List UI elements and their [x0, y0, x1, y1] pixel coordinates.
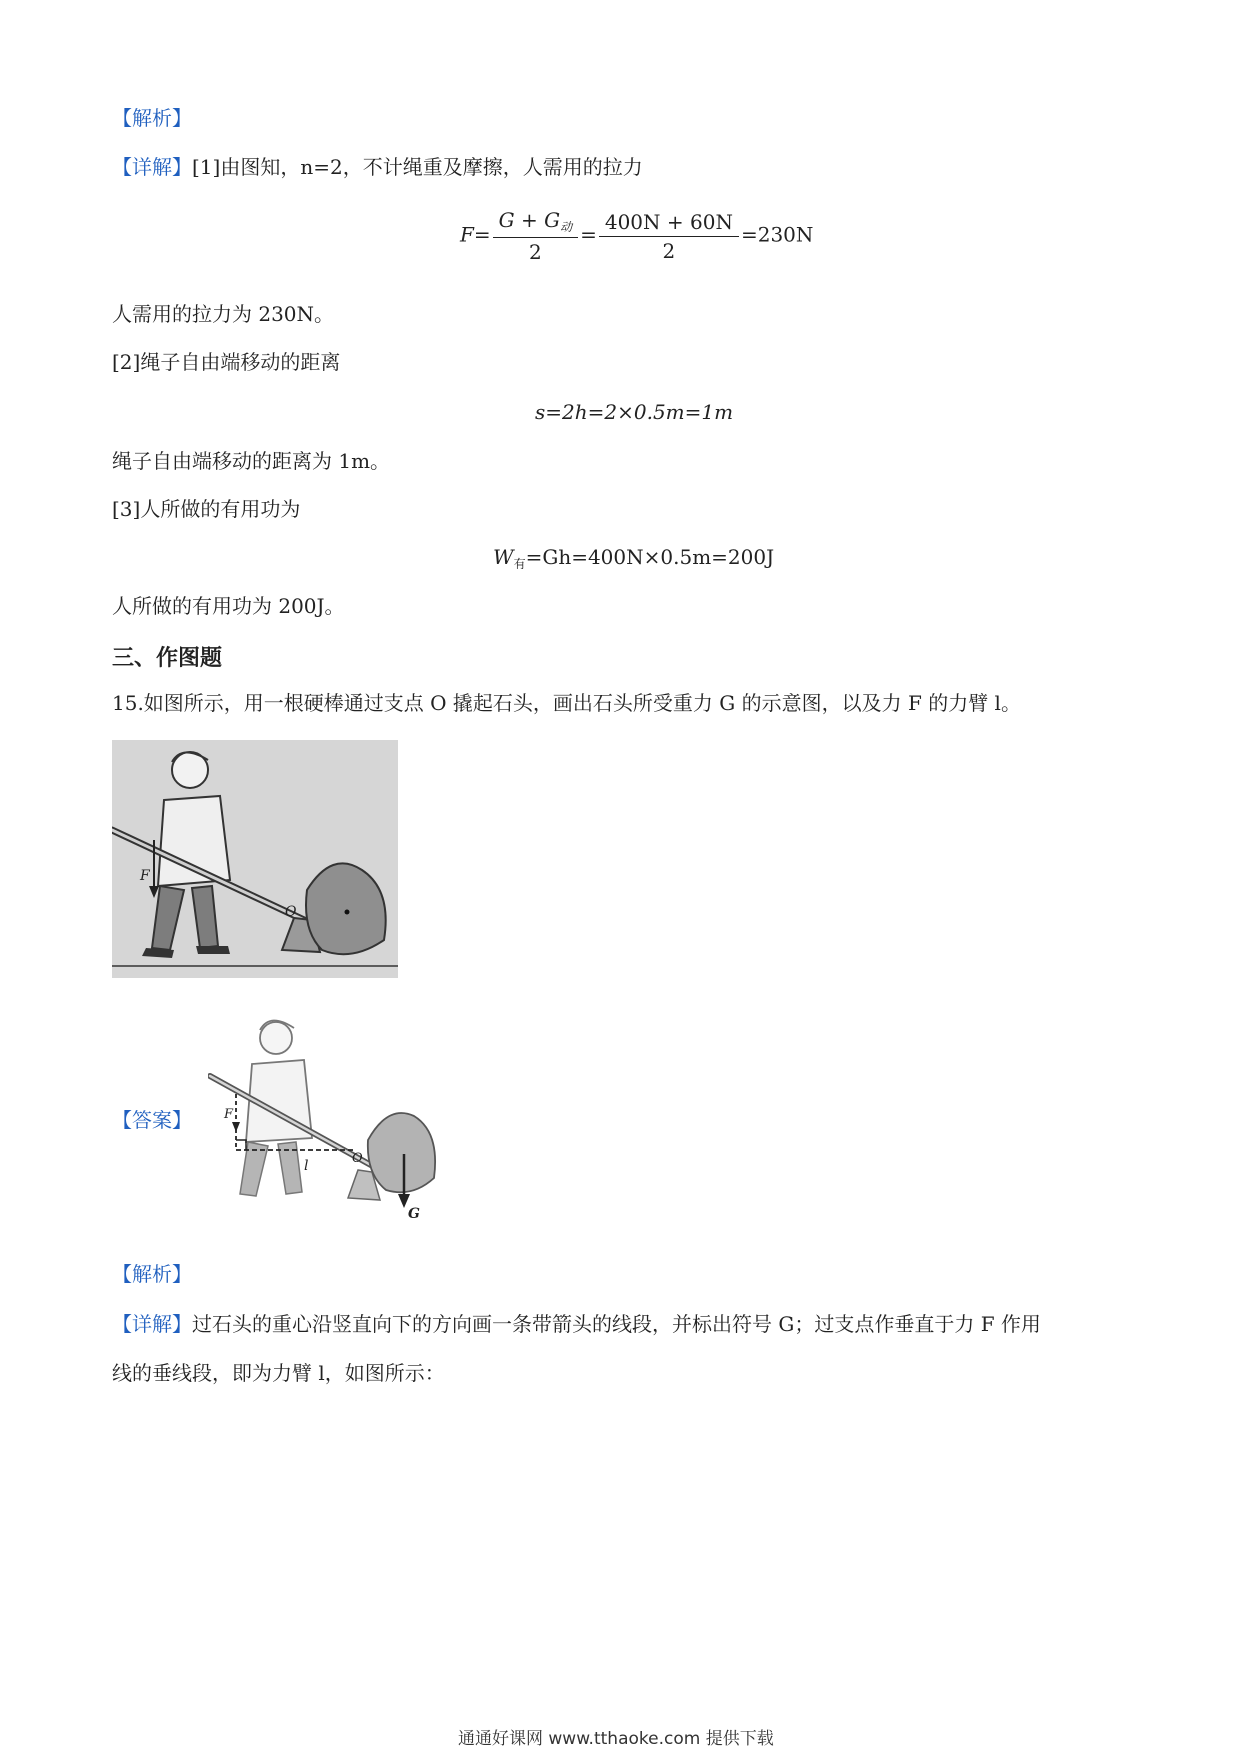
formula-result: =230N: [740, 222, 814, 247]
fraction-1-numerator: G + G: [498, 208, 561, 232]
detail-label-2: 【详解】: [112, 1312, 192, 1336]
detail-label: 【详解】: [112, 155, 192, 179]
fraction-2-numerator: 400N + 60N: [599, 210, 739, 237]
fraction-1: [493, 208, 578, 264]
fig1-label-F: F: [140, 868, 150, 884]
conclusion-3: 人所做的有用功为 200J。: [112, 594, 345, 618]
formula-lhs: F=: [460, 222, 491, 247]
detail-text-line-1: 过石头的重心沿竖直向下的方向画一条带箭头的线段，并标出符号 G；过支点作垂直于力 F 作用: [192, 1312, 1041, 1336]
question-text: 15.如图所示，用一根硬棒通过支点 O 撬起石头，画出石头所受重力 G 的示意图，以及力 F 的力臂 l。: [112, 691, 1021, 715]
conclusion-1: 人需用的拉力为 230N。: [112, 302, 335, 326]
fig2-label-l: l: [304, 1158, 309, 1174]
answer-figure: [208, 1010, 448, 1224]
formula-tension: [460, 208, 813, 264]
fraction-2: [599, 210, 739, 263]
detail-paragraph-1: [112, 155, 643, 179]
fig2-label-G: G: [408, 1206, 420, 1222]
fig2-label-F: F: [224, 1107, 234, 1122]
fraction-2-denominator: 2: [662, 238, 676, 263]
analysis-label: 【解析】: [112, 106, 192, 130]
fig2-label-O: O: [352, 1151, 363, 1166]
question-figure: [112, 740, 398, 978]
conclusion-2: 绳子自由端移动的距离为 1m。: [112, 449, 391, 473]
detail-text-line-2: 线的垂线段，即为力臂 l，如图所示：: [112, 1361, 445, 1385]
fraction-1-subscript: 动: [560, 220, 573, 234]
formula-distance: s=2h=2×0.5m=1m: [535, 400, 734, 424]
detail-paragraph-2-line-1: [112, 1312, 1041, 1336]
analysis-label-2: 【解析】: [112, 1262, 192, 1286]
formula-equals: =: [580, 222, 597, 247]
fraction-1-denominator: 2: [529, 240, 542, 264]
detail-intro-2: [2]绳子自由端移动的距离: [112, 350, 341, 374]
detail-intro-3: [3]人所做的有用功为: [112, 497, 301, 521]
lever-answer-illustration: [208, 1010, 448, 1224]
detail-intro-1: [1]由图知，n=2，不计绳重及摩擦，人需用的拉力: [192, 155, 643, 179]
section-heading: 三、作图题: [112, 646, 223, 671]
answer-label: 【答案】: [112, 1108, 192, 1132]
fig1-label-O: O: [285, 904, 297, 920]
formula-work-symbol: W: [493, 545, 514, 569]
formula-work: [493, 545, 774, 572]
lever-illustration: [112, 740, 398, 978]
footer-text: 通通好课网 www.tthaoke.com 提供下载: [458, 1729, 774, 1749]
formula-work-rest: =Gh=400N×0.5m=200J: [525, 545, 775, 569]
formula-work-subscript: 有: [513, 557, 526, 571]
